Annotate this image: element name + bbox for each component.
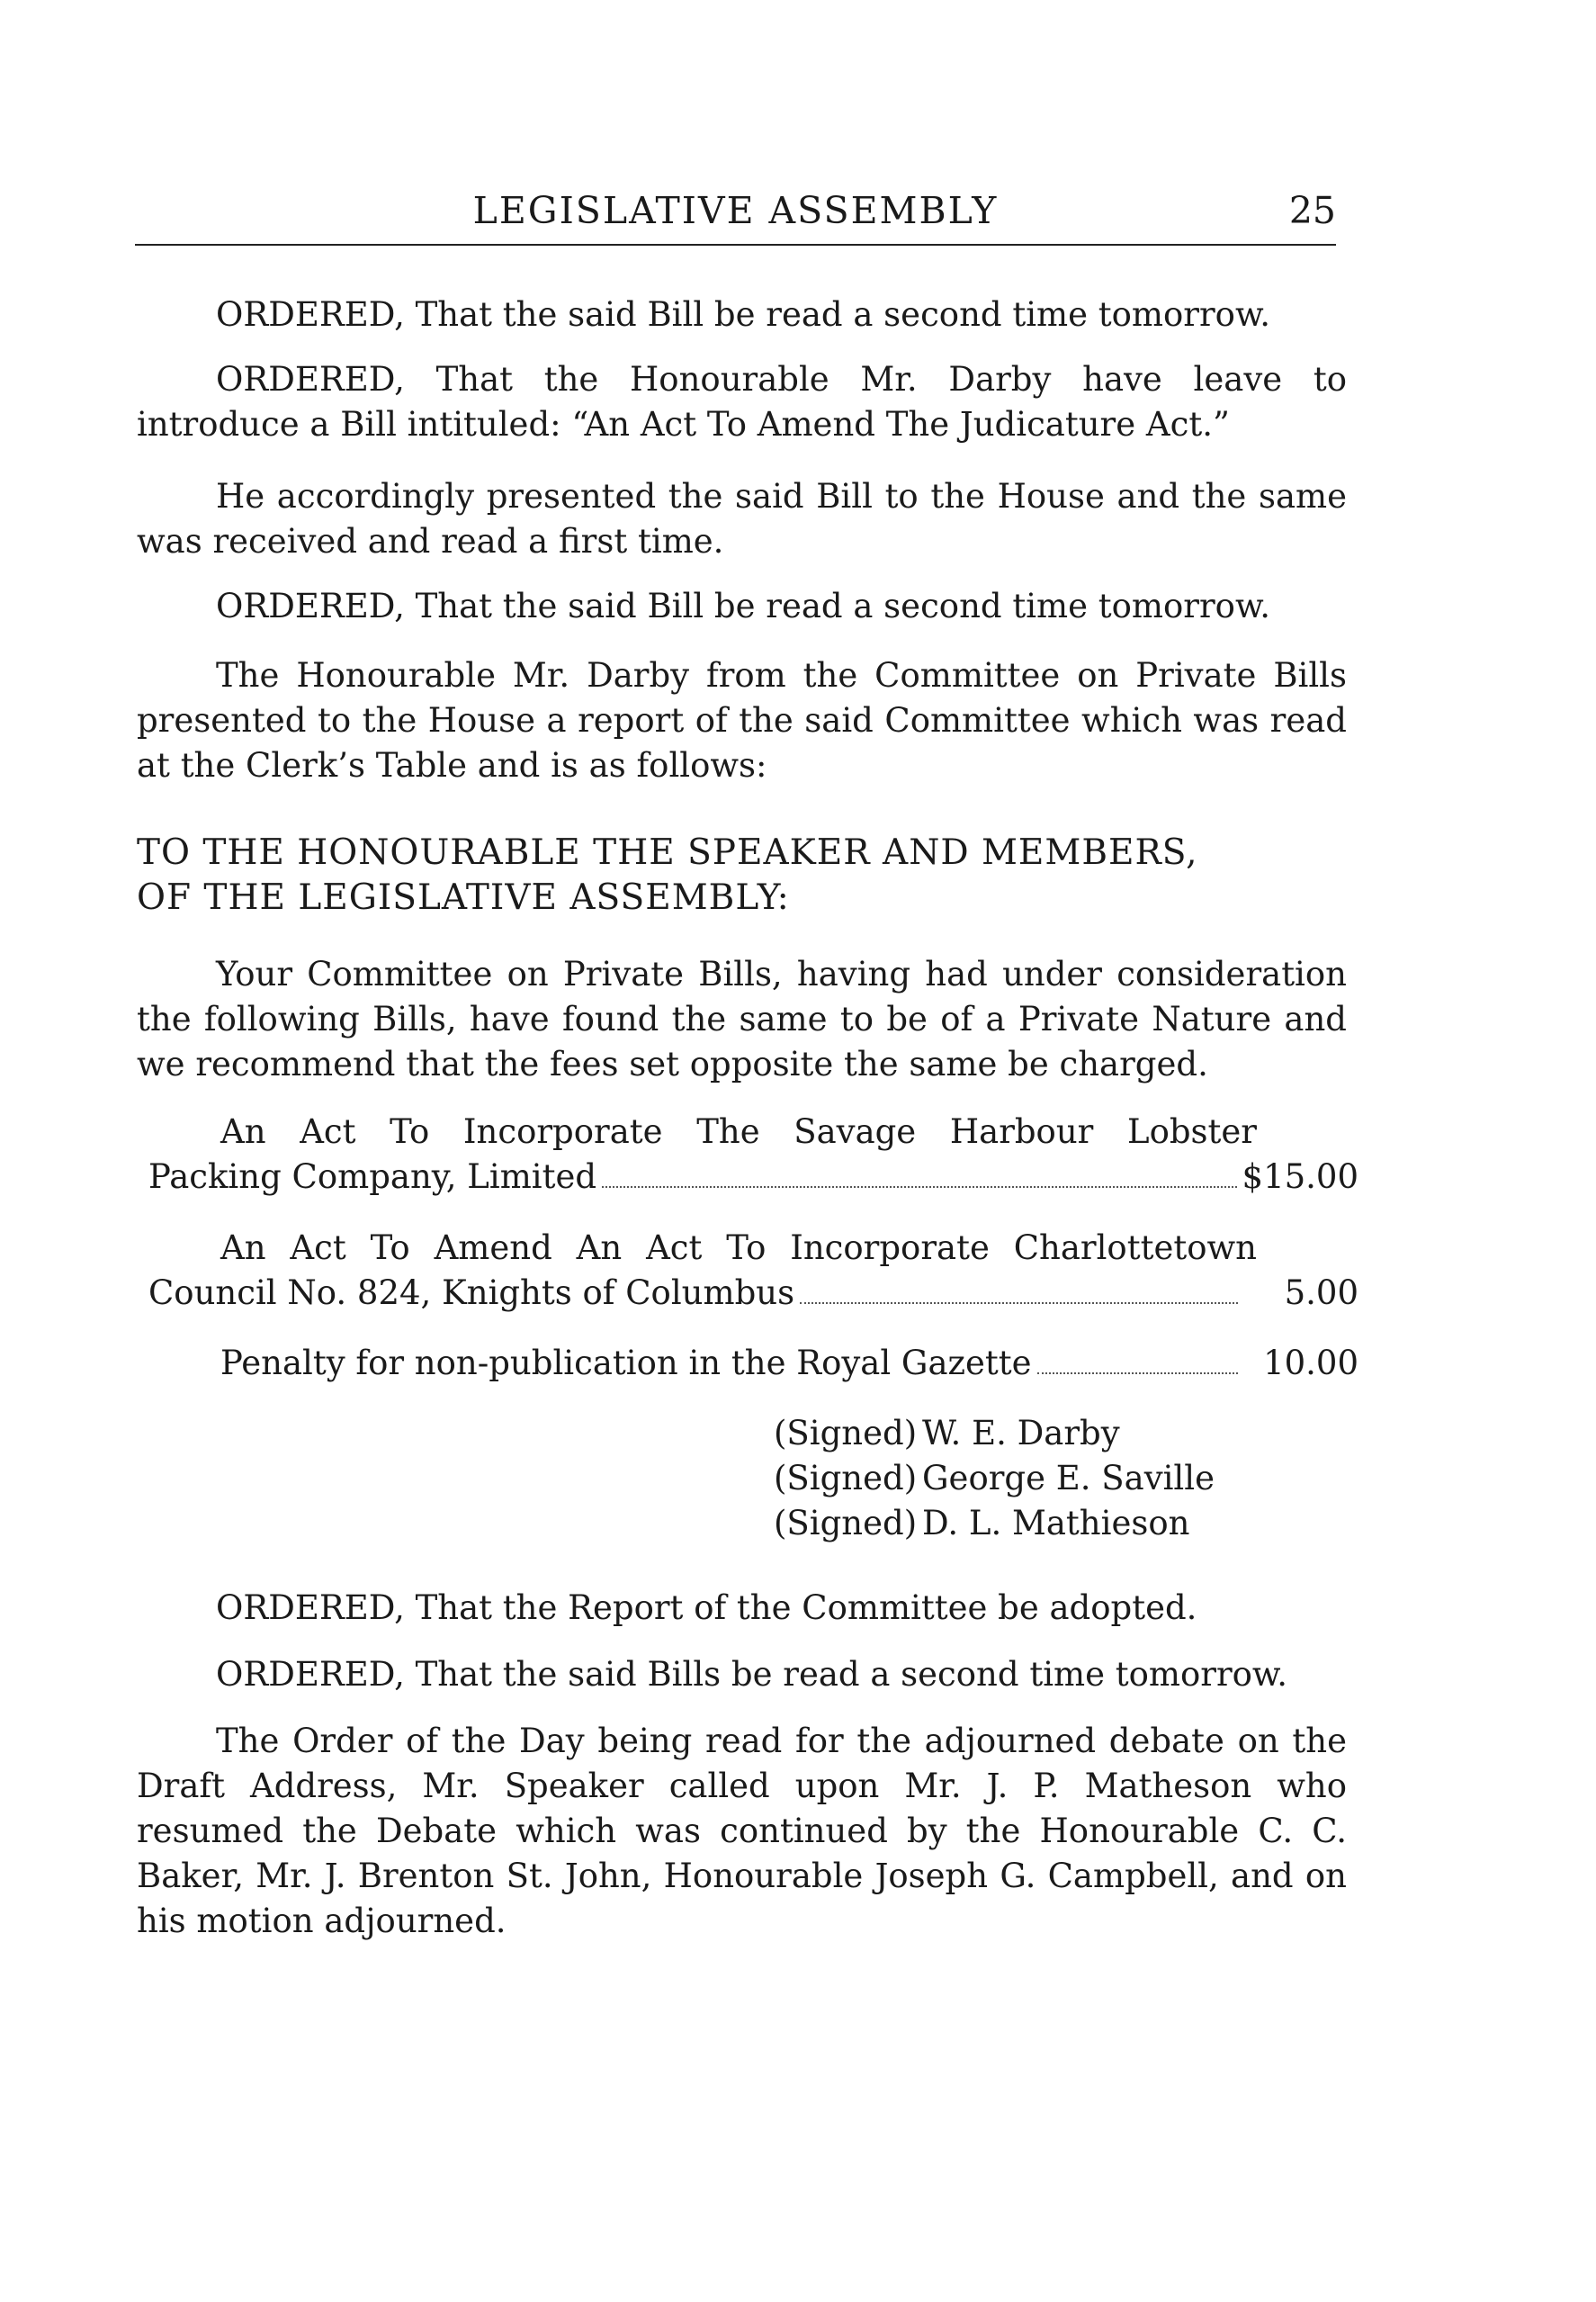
paragraph-committee-report-intro: The Honourable Mr. Darby from the Committee on Private Bills presented to the House a report of the said Committee which was read at the Clerk’s Table and is as follows: (137, 656, 1347, 785)
fee-item-title: An Act To Amend An Act To Incorporate Charlottetown (220, 1228, 1257, 1267)
fee-item (148, 1110, 1358, 1200)
report-intro-paragraph: Your Committee on Private Bills, having had under consideration the following Bills, have found the same to be of a Private Nature and we recommend that the fees set opposite the same be charged. (137, 955, 1347, 1084)
fee-item-title: Penalty for non-publication in the Royal Gazette (220, 1344, 1032, 1382)
paragraph-ordered-second-reading-2: ORDERED, That the said Bill be read a second time tomorrow. (216, 587, 1270, 625)
report-heading-line-1: TO THE HONOURABLE THE SPEAKER AND MEMBERS, (137, 832, 1198, 873)
signatory-name: George E. Saville (922, 1459, 1215, 1497)
signature-line (774, 1456, 1215, 1501)
fee-item-title-cont: Packing Company, Limited (148, 1157, 597, 1196)
leader-dots (1037, 1372, 1238, 1374)
signature-line (774, 1501, 1189, 1546)
fee-amount: $15.00 (1242, 1157, 1358, 1196)
fee-item (148, 1226, 1358, 1316)
page-number: 25 (1288, 189, 1336, 232)
fee-item-title: An Act To Incorporate The Savage Harbour Lobster (220, 1112, 1257, 1151)
running-header (135, 189, 1336, 243)
paragraph-bills-second-reading: ORDERED, That the said Bills be read a second time tomorrow. (216, 1655, 1287, 1694)
fee-amount: 5.00 (1284, 1273, 1358, 1312)
signatory-name: D. L. Mathieson (922, 1504, 1190, 1542)
fee-item (148, 1341, 1358, 1386)
header-rule (135, 244, 1336, 246)
paragraph-order-of-the-day: The Order of the Day being read for the adjourned debate on the Draft Address, Mr. Speaker called upon Mr. J. P. Matheson who resumed the Debate which was continued by the Honourable C. C. Baker, Mr. J. Brenton St. John, Honourable Joseph G. Campbell, and on his motion adjourned. (137, 1722, 1347, 1940)
leader-dots (800, 1302, 1238, 1304)
paragraph-leave-to-introduce: ORDERED, That the Honourable Mr. Darby have leave to introduce a Bill intituled: “An Act To Amend The Judicature Act.” (137, 360, 1347, 444)
fee-amount: 10.00 (1263, 1344, 1358, 1382)
signatory-name: W. E. Darby (922, 1414, 1120, 1452)
report-heading-line-2: OF THE LEGISLATIVE ASSEMBLY: (137, 877, 790, 918)
paragraph-presented-bill: He accordingly presented the said Bill to the House and the same was received and read a first time. (137, 477, 1347, 561)
header-title: LEGISLATIVE ASSEMBLY (472, 189, 999, 232)
leader-dots (602, 1186, 1236, 1188)
fee-item-title-cont: Council No. 824, Knights of Columbus (148, 1273, 795, 1312)
signature-line (774, 1411, 1120, 1456)
signature-label: (Signed) (774, 1459, 918, 1497)
paragraph-report-adopted: ORDERED, That the Report of the Committee be adopted. (216, 1588, 1197, 1627)
signature-label: (Signed) (774, 1504, 918, 1542)
signature-label: (Signed) (774, 1414, 918, 1452)
paragraph-ordered-second-reading: ORDERED, That the said Bill be read a second time tomorrow. (216, 295, 1270, 334)
